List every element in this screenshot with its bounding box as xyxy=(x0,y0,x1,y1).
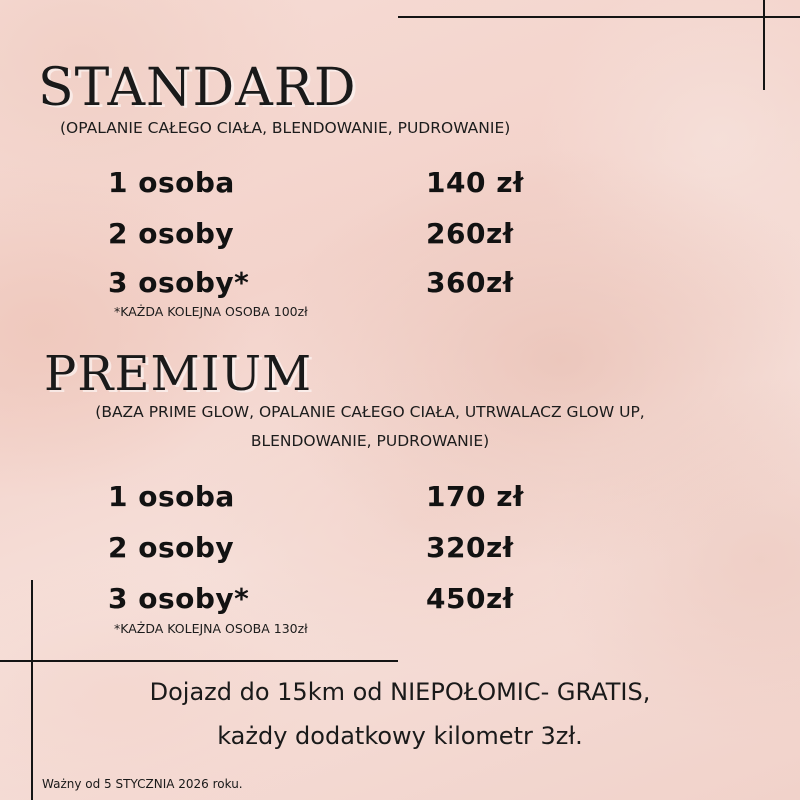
top-vertical-line xyxy=(763,0,765,90)
travel-info-line-2: każdy dodatkowy kilometr 3zł. xyxy=(217,722,583,750)
premium-row-price-1: 170 zł xyxy=(426,480,524,513)
premium-row-label-1: 1 osoba xyxy=(108,480,235,513)
premium-row-price-3: 450zł xyxy=(426,582,514,615)
premium-row-price-2: 320zł xyxy=(426,531,514,564)
standard-row-label-1: 1 osoba xyxy=(108,166,235,199)
validity-note: Ważny od 5 STYCZNIA 2026 roku. xyxy=(42,777,243,791)
standard-row-label-3: 3 osoby* xyxy=(108,266,250,299)
top-horizontal-line xyxy=(398,16,800,18)
premium-note: *KAŻDA KOLEJNA OSOBA 130zł xyxy=(114,621,308,636)
travel-info-line-1: Dojazd do 15km od NIEPOŁOMIC- GRATIS, xyxy=(149,678,651,706)
premium-description-line-1: (BAZA PRIME GLOW, OPALANIE CAŁEGO CIAŁA, UTRWALACZ GLOW UP, xyxy=(95,403,645,421)
standard-title: STANDARD xyxy=(38,58,357,118)
standard-row-price-2: 260zł xyxy=(426,217,514,250)
bottom-horizontal-line xyxy=(0,660,398,662)
standard-row-price-3: 360zł xyxy=(426,266,514,299)
standard-description: (OPALANIE CAŁEGO CIAŁA, BLENDOWANIE, PUDROWANIE) xyxy=(60,119,511,137)
standard-row-label-2: 2 osoby xyxy=(108,217,235,250)
premium-row-label-3: 3 osoby* xyxy=(108,582,250,615)
premium-row-label-2: 2 osoby xyxy=(108,531,235,564)
premium-title: PREMIUM xyxy=(44,346,313,402)
premium-description-line-2: BLENDOWANIE, PUDROWANIE) xyxy=(250,432,490,450)
premium-description xyxy=(40,398,700,456)
standard-row-price-1: 140 zł xyxy=(426,166,524,199)
standard-note: *KAŻDA KOLEJNA OSOBA 100zł xyxy=(114,304,308,319)
